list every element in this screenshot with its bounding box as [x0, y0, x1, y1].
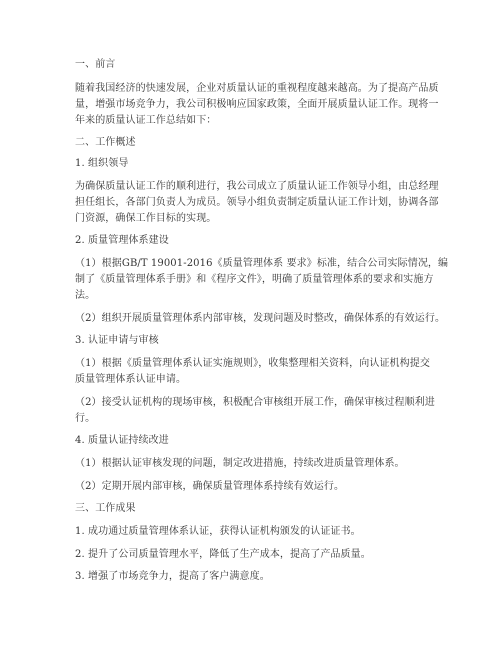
paragraph-line: （2）组织开展质量管理体系内部审核，发现问题及时整改，确保体系的有效运行。 [75, 313, 446, 324]
paragraph-line: 量，增强市场竞争力，我公司积极响应国家政策，全面开展质量认证工作。现将一 [75, 99, 439, 110]
paragraph-line: 年来的质量认证工作总结如下： [75, 115, 217, 126]
section-heading-overview: 二、工作概述 [75, 137, 136, 148]
list-item: 2. 提升了公司质量管理水平，降低了生产成本，提高了产品质量。 [75, 549, 371, 560]
paragraph-line: 法。 [75, 290, 96, 301]
paragraph-line: 制了《质量管理体系手册》和《程序文件》，明确了质量管理体系的要求和实施方 [75, 274, 434, 285]
paragraph-line: （1）根据《质量管理体系认证实施规则》，收集整理相关资料，向认证机构提交 [75, 358, 430, 369]
section-heading-foreword: 一、前言 [75, 59, 116, 70]
paragraph-line: 随着我国经济的快速发展，企业对质量认证的重视程度越来越高。为了提高产品质 [75, 83, 439, 94]
paragraph-line: （1）根据认证审核发现的问题，制定改进措施，持续改进质量管理体系。 [75, 458, 405, 469]
paragraph-line: 为确保质量认证工作的顺利进行，我公司成立了质量认证工作领导小组，由总经理 [75, 181, 439, 192]
subsection-title: 1. 组织领导 [75, 158, 129, 169]
list-item: 3. 增强了市场竞争力，提高了客户满意度。 [75, 571, 270, 582]
paragraph-line: 质量管理体系认证申请。 [75, 374, 187, 385]
paragraph-line: （1）根据GB/T 19001-2016《质量管理体系 要求》标准，结合公司实际情况，编 [75, 258, 449, 269]
paragraph-line: （2）接受认证机构的现场审核，积极配合审核组开展工作，确保审核过程顺利进 [75, 397, 435, 408]
paragraph-line: 行。 [75, 413, 96, 424]
paragraph-line: 门资源，确保工作目标的实现。 [75, 213, 217, 224]
list-item: 1. 成功通过质量管理体系认证，获得认证机构颁发的认证证书。 [75, 526, 361, 537]
paragraph-line: （2）定期开展内部审核，确保质量管理体系持续有效运行。 [75, 481, 345, 492]
paragraph-line: 担任组长，各部门负责人为成员。领导小组负责制定质量认证工作计划，协调各部 [75, 197, 439, 208]
subsection-title: 3. 认证申请与审核 [75, 335, 159, 346]
section-heading-results: 三、工作成果 [75, 503, 136, 514]
subsection-title: 4. 质量认证持续改进 [75, 435, 169, 446]
subsection-title: 2. 质量管理体系建设 [75, 235, 169, 246]
